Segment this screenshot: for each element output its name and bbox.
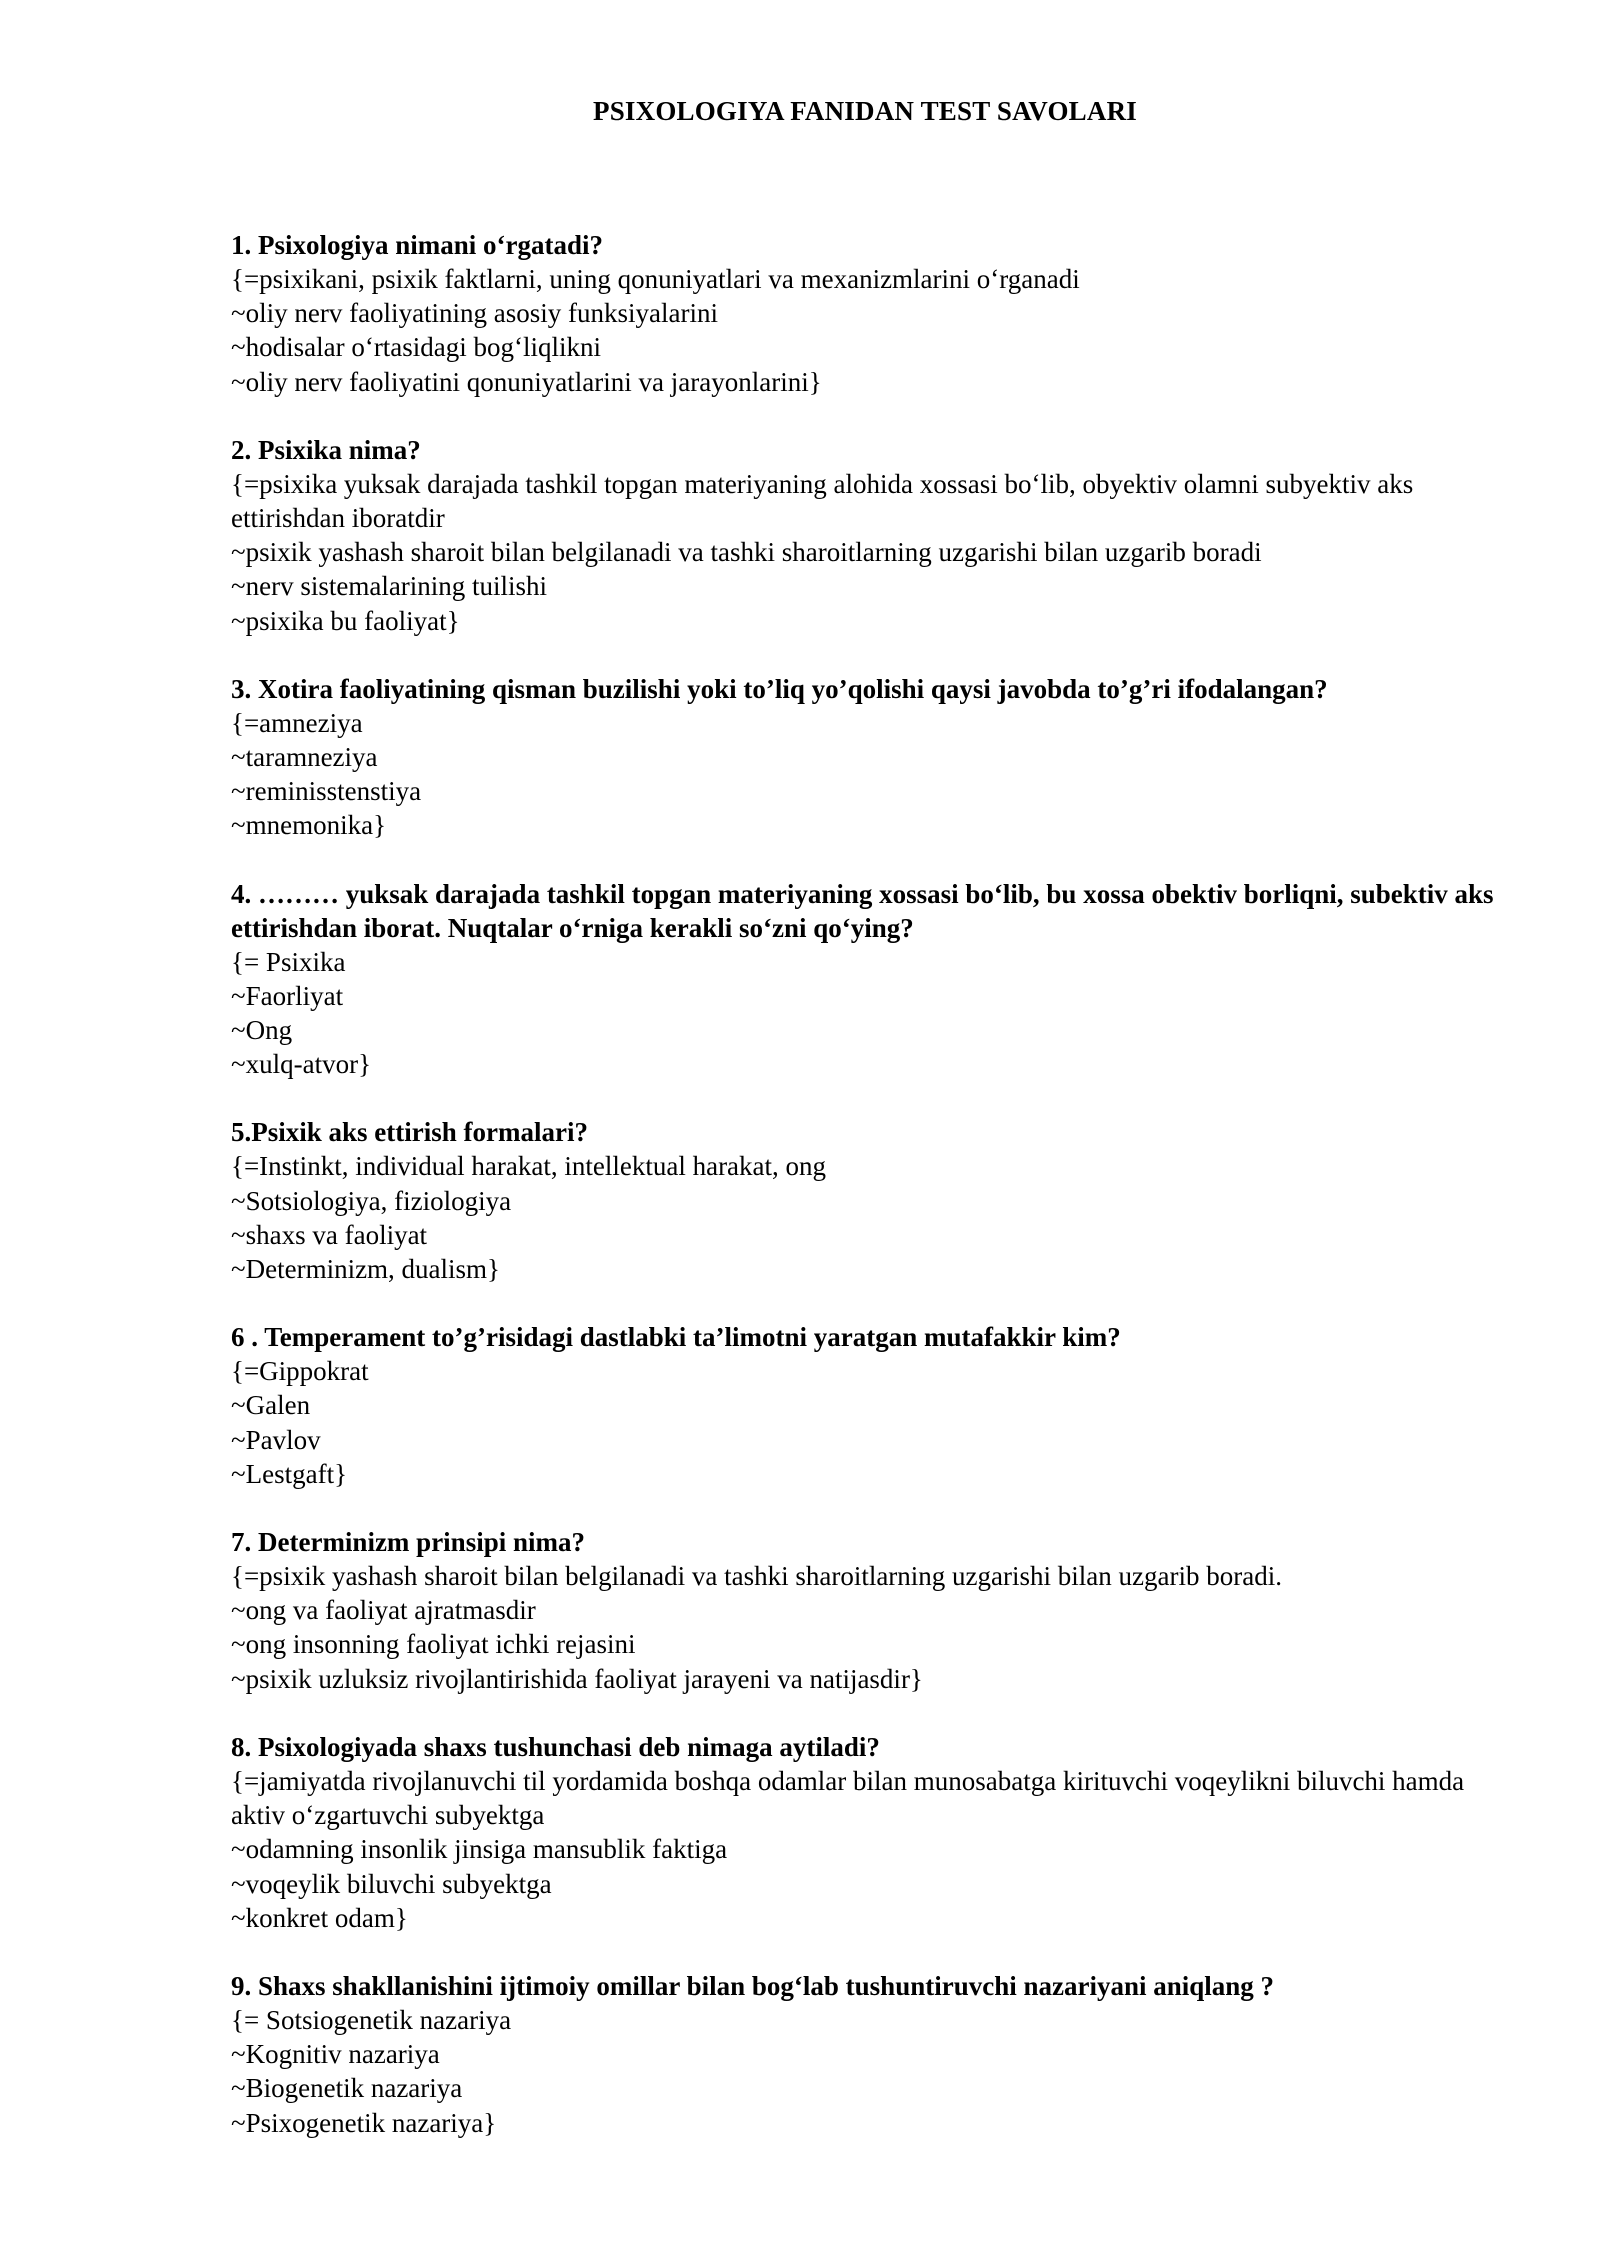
question-text: 1. Psixologiya nimani o‘rgatadi? — [231, 230, 604, 260]
answer-options — [231, 1354, 1501, 1491]
question-text: 4. ……… yuksak darajada tashkil topgan materiyaning xossasi bo‘lib, bu xossa obektiv borliqni, subektiv aks ettirishdan iborat. Nuqtalar o‘rniga kerakli so‘zni qo‘ying? — [231, 878, 1494, 943]
answer-options — [231, 706, 1501, 843]
answer-option: ~Biogenetik nazariya — [231, 2073, 463, 2104]
answer-option: ~xulq-atvor} — [231, 1049, 372, 1080]
question-text: 8. Psixologiyada shaxs tushunchasi deb nimaga aytiladi? — [231, 1731, 880, 1762]
answer-option: {=amneziya — [231, 707, 363, 738]
answer-options — [231, 1559, 1501, 1696]
answer-option: ~odamning insonlik jinsiga mansublik faktiga — [231, 1834, 728, 1865]
answer-option: ~Ong — [231, 1015, 293, 1046]
question-text: 9. Shaxs shakllanishini ijtimoiy omillar bilan bog‘lab tushuntiruvchi nazariyani aniqlang ? — [231, 1970, 1275, 2001]
answer-option: ~Pavlov — [231, 1424, 321, 1455]
question-text: 2. Psixika nima? — [231, 434, 421, 465]
question-text: 5.Psixik aks ettirish formalari? — [231, 1117, 588, 1148]
answer-option: ~psixika bu faoliyat} — [231, 605, 460, 636]
answer-option: ~ong va faoliyat ajratmasdir — [231, 1595, 536, 1626]
answer-option: {=psixikani, psixik faktlarni, uning qonuniyatlari va mexanizmlarini o‘rganadi — [231, 264, 1080, 294]
question-5 — [231, 1115, 1501, 1286]
answer-option: {= Psixika — [231, 946, 346, 977]
question-text: 7. Determinizm prinsipi nima? — [231, 1527, 585, 1558]
answer-option: ~reminisstenstiya — [231, 776, 422, 807]
answer-options — [231, 2003, 1501, 2140]
answer-option: ~Sotsiologiya, fiziologiya — [231, 1185, 512, 1216]
question-6 — [231, 1320, 1501, 1491]
answer-option: ~mnemonika} — [231, 810, 387, 841]
answer-option: ~hodisalar o‘rtasidagi bog‘liqlikni — [231, 332, 602, 363]
answer-option: ~oliy nerv faoliyatining asosiy funksiyalarini — [231, 298, 719, 329]
answer-option: {=psixik yashash sharoit bilan belgilanadi va tashki sharoitlarning uzgarishi bilan uzgarib boradi. — [231, 1561, 1282, 1592]
question-2 — [231, 433, 1501, 638]
question-7 — [231, 1525, 1501, 1696]
answer-option: ~voqeylik biluvchi subyektga — [231, 1868, 552, 1899]
answer-options — [231, 467, 1501, 638]
question-9 — [231, 1969, 1501, 2140]
question-text: 6 . Temperament to’g’risidagi dastlabki ta’limotni yaratgan mutafakkir kim? — [231, 1322, 1121, 1353]
answer-option: ~Lestgaft} — [231, 1458, 348, 1489]
answer-option: ~psixik uzluksiz rivojlantirishida faoliyat jarayeni va natijasdir} — [231, 1663, 923, 1694]
answer-option: ~oliy nerv faoliyatini qonuniyatlarini va jarayonlarini} — [231, 366, 822, 397]
answer-option: {=Instinkt, individual harakat, intellektual harakat, ong — [231, 1151, 827, 1182]
document-title: PSIXOLOGIYA FANIDAN TEST SAVOLARI — [593, 96, 1137, 126]
answer-option: ~psixik yashash sharoit bilan belgilanadi va tashki sharoitlarning uzgarishi bilan uzgarib boradi — [231, 537, 1262, 568]
answer-option: ~konkret odam} — [231, 1902, 408, 1933]
answer-options — [231, 1149, 1501, 1286]
answer-option: ~Determinizm, dualism} — [231, 1254, 501, 1285]
question-text: 3. Xotira faoliyatining qisman buzilishi yoki to’liq yo’qolishi qaysi javobda to’g’ri ifodalangan? — [231, 673, 1328, 704]
answer-option: ~taramneziya — [231, 742, 378, 773]
answer-option: {=jamiyatda rivojlanuvchi til yordamida boshqa odamlar bilan munosabatga kirituvchi voqeylikni biluvchi hamda aktiv o‘zgartuvchi subyektga — [231, 1765, 1465, 1831]
answer-option: ~Psixogenetik nazariya} — [231, 2107, 497, 2138]
answer-option: {=psixika yuksak darajada tashkil topgan materiyaning alohida xossasi bo‘lib, obyektiv olamni subyektiv aks ettirishdan iboratdir — [231, 468, 1414, 534]
question-list — [231, 228, 1501, 2174]
answer-option: ~nerv sistemalarining tuilishi — [231, 571, 548, 602]
question-3 — [231, 672, 1501, 843]
answer-option: ~Galen — [231, 1390, 311, 1421]
question-1 — [231, 228, 1501, 399]
answer-options — [231, 1764, 1501, 1935]
answer-option: {=Gippokrat — [231, 1356, 369, 1387]
answer-option: ~ong insonning faoliyat ichki rejasini — [231, 1629, 636, 1660]
answer-options — [231, 945, 1501, 1082]
answer-option: ~Faorliyat — [231, 980, 344, 1011]
question-4 — [231, 877, 1501, 1082]
answer-option: {= Sotsiogenetik nazariya — [231, 2004, 512, 2035]
answer-options — [231, 262, 1501, 399]
question-8 — [231, 1730, 1501, 1935]
answer-option: ~shaxs va faoliyat — [231, 1219, 428, 1250]
answer-option: ~Kognitiv nazariya — [231, 2039, 440, 2070]
